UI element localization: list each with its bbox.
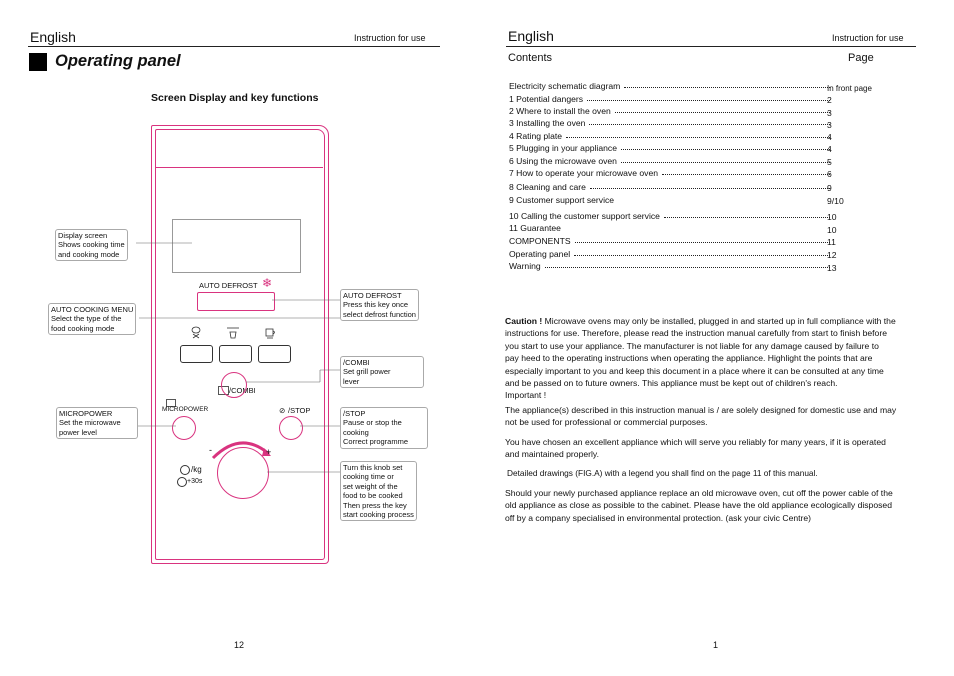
combi-panel-label: /COMBI	[229, 386, 256, 395]
toc-page: 3	[827, 108, 832, 118]
toc-row: 4 Rating plate	[509, 131, 834, 141]
page-column-label: Page	[848, 52, 874, 64]
display-callout: Display screen Shows cooking time and cooking mode	[55, 229, 128, 261]
toc-row: Warning	[509, 261, 834, 271]
toc-page: 3	[827, 120, 832, 130]
appliance-paragraph: You have chosen an excellent appliance which will serve you reliably for many years, if it is operated and maintained properly.	[505, 437, 886, 460]
toc-row: COMPONENTS	[509, 236, 834, 246]
stop-callout: /STOP Pause or stop the cooking Correct programme	[340, 407, 428, 449]
defrost-callout: AUTO DEFROST Press this key once select defrost function	[340, 289, 419, 321]
toc-page: 10	[827, 212, 837, 222]
caution-label: Caution !	[505, 316, 543, 326]
toc-row: 3 Installing the oven	[509, 118, 834, 128]
toc-page: 5	[827, 157, 832, 167]
micropower-panel-label: MICROPOWER	[162, 406, 209, 413]
toc-page: In front page	[827, 84, 872, 93]
usage-paragraph: The appliance(s) described in this instruction manual is / are solely designed for domestic use and may not be used for professional or commercial purposes.	[505, 405, 897, 428]
right-page-number: 1	[713, 640, 719, 650]
stop-icon: ⊘	[279, 406, 286, 415]
toc-row: 2 Where to install the oven	[509, 106, 834, 116]
left-page-number: 12	[234, 640, 245, 650]
toc-page: 9	[827, 183, 832, 193]
auto-menu-callout: AUTO COOKING MENU Select the type of the food cooking mode	[48, 303, 136, 335]
toc-row: 9 Customer support service	[509, 195, 615, 205]
toc-row: Operating panel	[509, 249, 834, 259]
disposal-paragraph: Should your newly purchased appliance replace an old microwave oven, cut off the power cable of the old appliance as close as possible to the cabinet. Please have the old appliance ecologically disposed off by a company specialised in environmental protection. (ask your civic Centre)	[505, 488, 893, 523]
page-title: Operating panel	[55, 52, 181, 70]
combi-callout: /COMBI Set grill power lever	[340, 356, 424, 388]
minus-label: -	[209, 445, 212, 455]
kg-panel-label: /kg	[191, 465, 202, 474]
plus30-panel-label: +30s	[187, 478, 203, 485]
toc-page: 11	[827, 237, 836, 247]
stop-panel-label: /STOP	[288, 406, 311, 415]
header-right-label: Instruction for use	[832, 33, 904, 43]
toc-row: Electricity schematic diagram	[509, 81, 834, 91]
toc-page: 10	[827, 225, 837, 235]
drawings-paragraph: Detailed drawings (FIG.A) with a legend you shall find on the page 11 of this manual.	[507, 468, 818, 478]
micropower-callout: MICROPOWER Set the microwave power level	[56, 407, 138, 439]
toc-page: 6	[827, 169, 832, 179]
header-rule	[506, 46, 916, 47]
knob-callout: Turn this knob set cooking time or set weight of the food to be cooked Then press the key start cooking process	[340, 461, 417, 521]
toc-page: 4	[827, 132, 832, 142]
toc-row: 1 Potential dangers	[509, 94, 834, 104]
toc-row: 8 Cleaning and care	[509, 182, 834, 192]
defrost-icon: ❄	[262, 276, 273, 290]
toc-page: 9/10	[827, 196, 844, 206]
header-right-label: Instruction for use	[354, 33, 426, 43]
toc-row: 6 Using the microwave oven	[509, 156, 834, 166]
toc-page: 4	[827, 144, 832, 154]
toc-page: 13	[827, 263, 837, 273]
section-subtitle: Screen Display and key functions	[151, 92, 319, 104]
toc-row: 10 Calling the customer support service	[509, 211, 834, 221]
language-label: English	[508, 28, 554, 44]
contents-label: Contents	[508, 52, 553, 64]
toc-page: 2	[827, 95, 832, 105]
toc-row: 11 Guarantee	[509, 223, 561, 233]
language-label: English	[30, 29, 76, 45]
auto-defrost-panel-label: AUTO DEFROST	[199, 281, 258, 290]
toc-row: 5 Plugging in your appliance	[509, 143, 834, 153]
toc-page: 12	[827, 250, 837, 260]
plus-label: +	[266, 447, 272, 457]
toc-row: 7 How to operate your microwave oven	[509, 168, 834, 178]
caution-paragraph: Caution ! Microwave ovens may only be installed, plugged in and started up in full compliance with the instructions for use. Therefore, please read the instruction manual carefully from start to finish before you start to use your appliance. The manufacturer is not liable for any damage caused by failure to pay heed to the operating instructions when operating the appliance. Highlight the points that are especially important to you and keep this document in a place where it can be consulted at any time and be passed on to future owners. This appliance must be kept out of children's reach. Important !	[505, 316, 896, 401]
